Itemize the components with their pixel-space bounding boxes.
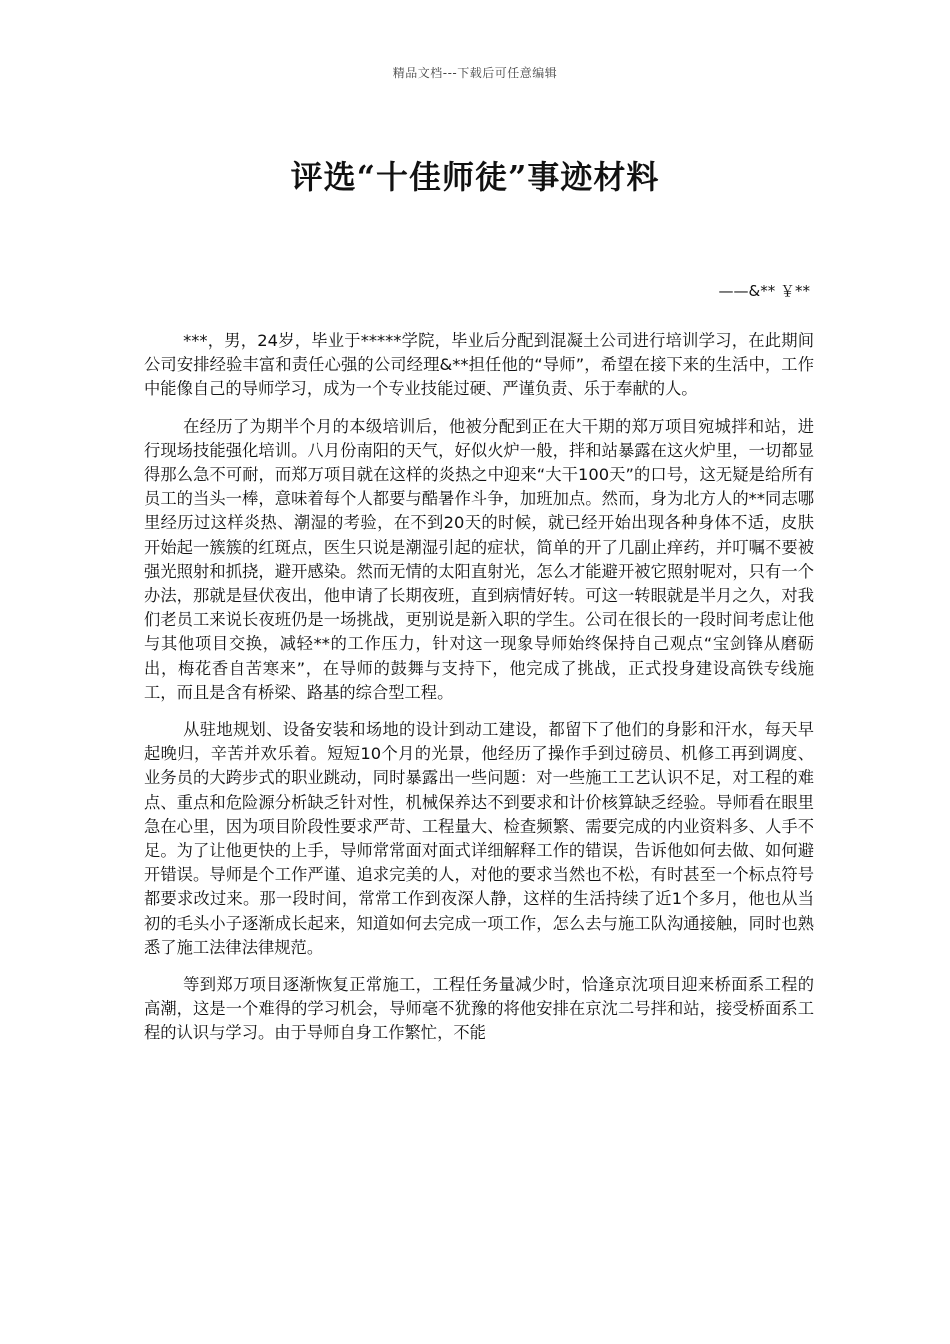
document-title: 评选“十佳师徒”事迹材料	[290, 158, 660, 196]
paragraph-2: 在经历了为期半个月的本级培训后，他被分配到正在大干期的郑万项目宛城拌和站，进行现场技能强化培训。八月份南阳的天气，好似火炉一般，拌和站暴露在这火炉里，一切都显得那么急不可耐，而郑万项目就在这样的炎热之中迎来“大干100天”的口号，这无疑是给所有员工的当头一棒，意味着每个人都要与酷暑作斗争，加班加点。然而，身为北方人的**同志哪里经历过这样炎热、潮湿的考验，在不到20天的时候，就已经开始出现各种身体不适，皮肤开始起一簇簇的红斑点，医生只说是潮湿引起的症状，简单的开了几副止痒药，并叮嘱不要被强光照射和抓挠，避开感染。然而无情的太阳直射光，怎么才能避开被它照射呢对，只有一个办法，那就是昼伏夜出，他申请了长期夜班，直到病情好转。可这一转眼就是半月之久，对我们老员工来说长夜班仍是一场挑战，更别说是新入职的学生。公司在很长的一段时间考虑让他与其他项目交换，减轻**的工作压力，针对这一现象导师始终保持自己观点“宝剑锋从磨砺出，梅花香自苦寒来”，在导师的鼓舞与支持下，他完成了挑战，正式投身建设高铁专线施工，而且是含有桥梁、路基的综合型工程。	[144, 416, 814, 702]
header-note: 精品文档---下载后可任意编辑	[392, 66, 558, 80]
document-body	[144, 329, 814, 1059]
paragraph-3: 从驻地规划、设备安装和场地的设计到动工建设，都留下了他们的身影和汗水，每天早起晚归，辛苦并欢乐着。短短10个月的光景，他经历了操作手到过磅员、机修工再到调度、业务员的大跨步式的职业跳动，同时暴露出一些问题：对一些施工工艺认识不足，对工程的难点、重点和危险源分析缺乏针对性，机械保养达不到要求和计价核算缺乏经验。导师看在眼里急在心里，因为项目阶段性要求严苛、工程量大、检查频繁、需要完成的内业资料多、人手不足。为了让他更快的上手，导师常常面对面式详细解释工作的错误，告诉他如何去做、如何避开错误。导师是个工作严谨、追求完美的人，对他的要求当然也不松，有时甚至一个标点符号都要求改过来。那一段时间，常常工作到夜深人静，这样的生活持续了近1个多月，他也从当初的毛头小子逐渐成长起来，知道如何去完成一项工作，怎么去与施工队沟通接触，同时也熟悉了施工法律法律规范。	[144, 720, 814, 957]
paragraph-1: ***，男，24岁，毕业于*****学院，毕业后分配到混凝土公司进行培训学习，在此期间公司安排经验丰富和责任心强的公司经理&**担任他的“导师”，希望在接下来的生活中，工作中能像自己的导师学习，成为一个专业技能过硬、严谨负责、乐于奉献的人。	[144, 331, 814, 399]
paragraph-4: 等到郑万项目逐渐恢复正常施工，工程任务量减少时，恰逢京沈项目迎来桥面系工程的高潮，这是一个难得的学习机会，导师毫不犹豫的将他安排在京沈二号拌和站，接受桥面系工程的认识与学习。由于导师自身工作繁忙，不能	[144, 975, 814, 1043]
author-line: ——&** ￥**	[718, 282, 810, 300]
